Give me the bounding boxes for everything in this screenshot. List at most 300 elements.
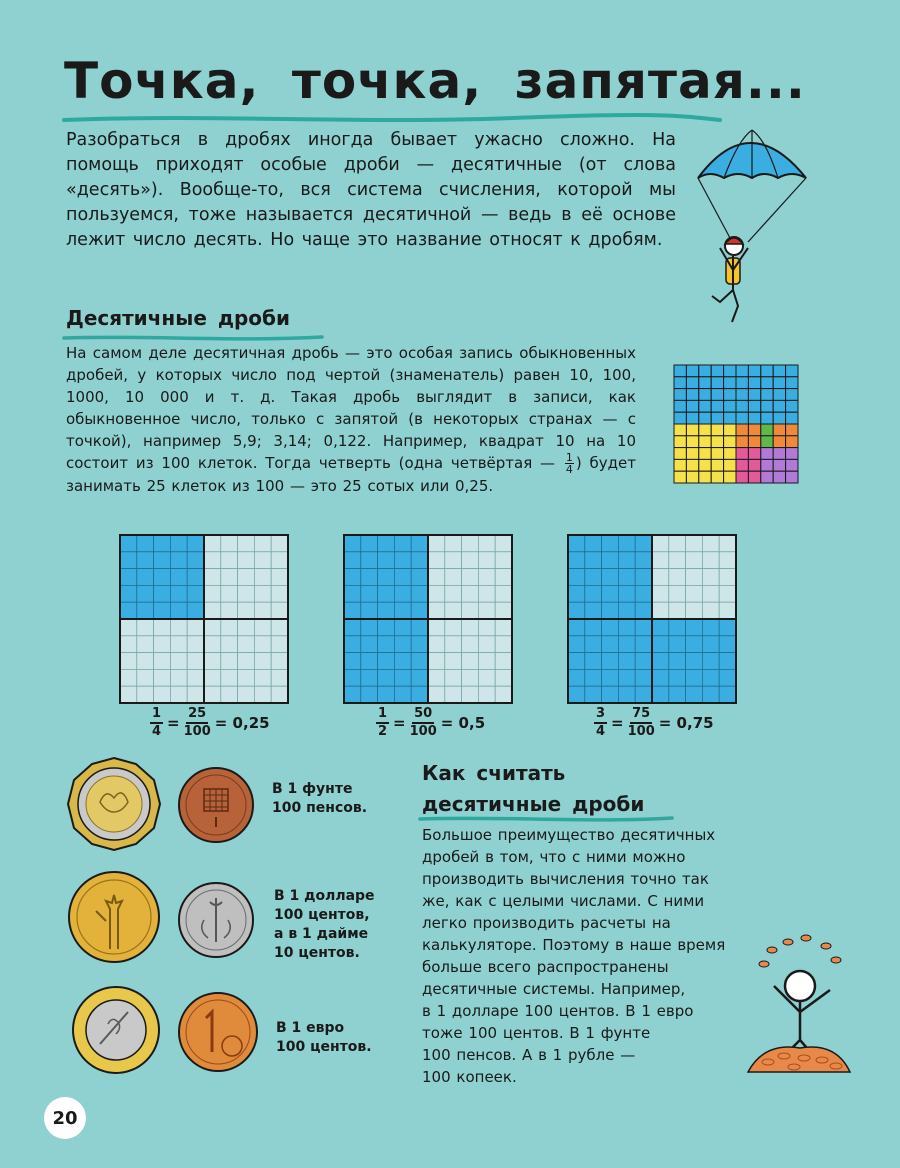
grid-cell: [254, 669, 271, 686]
grid-cell: [495, 653, 512, 670]
colored-grid-cell: [736, 459, 748, 471]
numerator: 3: [594, 706, 607, 724]
grid-cell: [568, 585, 585, 602]
colored-grid-cell: [736, 377, 748, 389]
grid-cell: [120, 619, 137, 636]
grid-cell: [478, 669, 495, 686]
grid-cell: [378, 653, 395, 670]
grid-cell: [652, 686, 669, 703]
grid-cell: [254, 653, 271, 670]
grid-cell: [394, 636, 411, 653]
grid-cell: [495, 636, 512, 653]
coin-label-line: 10 центов.: [274, 945, 360, 961]
grid-cell: [635, 585, 652, 602]
grid-cell: [652, 669, 669, 686]
colored-grid-cell: [674, 448, 686, 460]
denominator: 100: [183, 724, 211, 739]
grid-cell: [238, 669, 255, 686]
numerator: 1: [376, 706, 389, 724]
grid-cell: [635, 569, 652, 586]
grid-cell: [411, 636, 428, 653]
grid-cell: [602, 602, 619, 619]
grid-cell: [170, 636, 187, 653]
grid-cell: [271, 686, 288, 703]
colored-grid-cell: [674, 400, 686, 412]
grid-cell: [462, 669, 479, 686]
grid-cell: [221, 585, 238, 602]
penny-coin-icon: [176, 765, 256, 845]
grid-cell: [462, 686, 479, 703]
fraction: [184, 706, 211, 740]
grid-cell: [120, 585, 137, 602]
colored-grid-cell: [736, 389, 748, 401]
grid-cell: [120, 569, 137, 586]
grid-cell: [221, 653, 238, 670]
colored-grid-cell: [761, 448, 773, 460]
colored-grid-cell: [773, 436, 785, 448]
grid-cell: [254, 552, 271, 569]
colored-grid-cell: [761, 400, 773, 412]
colored-grid-cell: [761, 412, 773, 424]
grid-cell: [238, 585, 255, 602]
grid-cell: [478, 552, 495, 569]
colored-grid-cell: [786, 424, 798, 436]
colored-grid-cell: [786, 365, 798, 377]
grid-cell: [686, 552, 703, 569]
grid-cell: [702, 619, 719, 636]
grid-cell: [254, 619, 271, 636]
colored-grid-cell: [724, 365, 736, 377]
colored-grid-cell: [686, 436, 698, 448]
grid-cell: [702, 636, 719, 653]
grid-cell: [618, 569, 635, 586]
grid-cell: [686, 535, 703, 552]
grid-cell: [154, 636, 171, 653]
grid-cell: [669, 602, 686, 619]
grid-cell: [602, 535, 619, 552]
colored-grid-cell: [724, 412, 736, 424]
pound-coin-icon: [66, 756, 162, 852]
colored-grid-cell: [724, 459, 736, 471]
colored-grid-cell: [686, 471, 698, 483]
grid-cell: [120, 686, 137, 703]
colored-grid-cell: [711, 400, 723, 412]
grid-cell: [344, 569, 361, 586]
grid-cell: [271, 653, 288, 670]
grid-cell: [411, 653, 428, 670]
colored-grid-cell: [773, 400, 785, 412]
grid-cell: [344, 653, 361, 670]
grid-cell: [344, 686, 361, 703]
grid-cell: [618, 653, 635, 670]
decimal-fractions-paragraph: [66, 342, 636, 497]
colored-grid-cell: [736, 412, 748, 424]
grid-cell: [702, 585, 719, 602]
grid-cell: [618, 585, 635, 602]
grid-cell: [635, 535, 652, 552]
grid-cell: [618, 535, 635, 552]
colored-grid-cell: [786, 377, 798, 389]
grid-cell: [719, 569, 736, 586]
grid-cell: [361, 619, 378, 636]
grid-cell: [221, 636, 238, 653]
colored-grid-cell: [724, 377, 736, 389]
grid-cell: [170, 552, 187, 569]
colored-grid-cell: [674, 436, 686, 448]
equation-result: = 0,25: [214, 714, 270, 732]
colored-grid-cell: [761, 377, 773, 389]
grid-cell: [187, 552, 204, 569]
grid-cell: [221, 569, 238, 586]
grid-cell: [568, 636, 585, 653]
grid-cell: [478, 569, 495, 586]
grid-cell: [394, 569, 411, 586]
grid-cell: [428, 585, 445, 602]
grid-cell: [120, 535, 137, 552]
colored-grid-cell: [686, 389, 698, 401]
grid-cell: [204, 686, 221, 703]
grid-cell: [204, 552, 221, 569]
grid-cell: [478, 686, 495, 703]
title-underline: [62, 112, 722, 126]
grid-cell: [221, 619, 238, 636]
paragraph-line: легко производить расчеты на: [422, 914, 671, 932]
grid-cell: [378, 619, 395, 636]
grid-cell: [170, 535, 187, 552]
dime-coin-icon: [176, 880, 256, 960]
paragraph-line: в 1 долларе 100 центов. В 1 евро: [422, 1002, 694, 1020]
grid-cell: [602, 669, 619, 686]
grid-cell: [428, 669, 445, 686]
colored-grid-cell: [773, 377, 785, 389]
grid-cell: [669, 686, 686, 703]
colored-grid-cell: [748, 471, 760, 483]
grid-cell: [568, 686, 585, 703]
grid-cell: [378, 602, 395, 619]
inline-fraction-one-quarter: [565, 452, 574, 475]
grid-cell: [568, 669, 585, 686]
colored-grid-cell: [748, 448, 760, 460]
grid-cell: [428, 552, 445, 569]
dollar-coin-icon: [66, 869, 162, 965]
colored-grid-cell: [736, 424, 748, 436]
grid-cell: [238, 653, 255, 670]
grid-cell: [154, 619, 171, 636]
grid-cell: [271, 669, 288, 686]
colored-grid-cell: [736, 365, 748, 377]
colored-grid-cell: [724, 424, 736, 436]
grid-cell: [669, 552, 686, 569]
colored-grid-cell: [686, 459, 698, 471]
grid-cell: [568, 552, 585, 569]
colored-grid-cell: [748, 436, 760, 448]
colored-grid-cell: [711, 471, 723, 483]
colored-grid-cell: [674, 412, 686, 424]
grid-cell: [378, 552, 395, 569]
grid-cell: [652, 653, 669, 670]
grid-cell: [462, 552, 479, 569]
grid-cell: [495, 535, 512, 552]
grid-cell: [204, 636, 221, 653]
grid-cell: [154, 569, 171, 586]
grid-one-quarter: [118, 533, 290, 705]
grid-cell: [602, 585, 619, 602]
inline-fraction-denominator: 4: [565, 463, 573, 476]
grid-cell: [170, 686, 187, 703]
grid-three-quarters: [566, 533, 738, 705]
grid-cell: [154, 585, 171, 602]
denominator: 2: [378, 724, 388, 739]
grid-cell: [221, 552, 238, 569]
colored-grid-cell: [748, 365, 760, 377]
grid-cell: [254, 636, 271, 653]
grid-cell: [719, 669, 736, 686]
grid-cell: [411, 619, 428, 636]
grid-cell: [669, 619, 686, 636]
grid-cell: [120, 602, 137, 619]
grid-cell: [669, 653, 686, 670]
grid-cell: [344, 619, 361, 636]
colored-grid-cell: [724, 389, 736, 401]
colored-grid-cell: [786, 412, 798, 424]
grid-cell: [271, 636, 288, 653]
grid-cell: [635, 669, 652, 686]
colored-grid-cell: [748, 389, 760, 401]
grid-cell: [221, 535, 238, 552]
colored-grid-cell: [748, 412, 760, 424]
colored-grid-cell: [674, 365, 686, 377]
grid-cell: [445, 669, 462, 686]
grid-cell: [719, 585, 736, 602]
grid-cell: [120, 552, 137, 569]
grid-cell: [137, 585, 154, 602]
colored-grid-cell: [736, 448, 748, 460]
grid-cell: [686, 686, 703, 703]
paragraph-line: больше всего распространены: [422, 958, 669, 976]
grid-cell: [585, 619, 602, 636]
colored-grid-cell: [724, 400, 736, 412]
grid-cell: [361, 636, 378, 653]
grid-cell: [702, 669, 719, 686]
colored-grid-cell: [724, 471, 736, 483]
colored-grid-cell: [724, 448, 736, 460]
grid-cell: [344, 535, 361, 552]
page-title: Точка, точка, запятая...: [64, 52, 806, 110]
grid-cell: [394, 653, 411, 670]
grid-cell: [170, 602, 187, 619]
equation-result: = 0,5: [440, 714, 486, 732]
grid-cell: [445, 619, 462, 636]
coin-label-line: 100 пенсов.: [272, 800, 368, 816]
heading-line: десятичные дроби: [422, 792, 645, 816]
grid-cell: [428, 602, 445, 619]
colored-grid-cell: [724, 436, 736, 448]
coin-label-line: В 1 евро: [276, 1020, 345, 1036]
grid-cell: [445, 602, 462, 619]
fraction: [594, 706, 607, 740]
grid-cell: [719, 653, 736, 670]
fraction: [410, 706, 437, 740]
colored-grid-cell: [711, 377, 723, 389]
equation-result: = 0,75: [658, 714, 714, 732]
grid-cell: [445, 535, 462, 552]
grid-cell: [568, 535, 585, 552]
euro-cent-coin-icon: [176, 990, 260, 1074]
colored-grid-cell: [748, 400, 760, 412]
equation-three-quarters: [594, 706, 714, 740]
denominator: 4: [152, 724, 162, 739]
grid-cell: [719, 636, 736, 653]
grid-cell: [585, 602, 602, 619]
grid-cell: [137, 552, 154, 569]
colored-grid-cell: [773, 459, 785, 471]
grid-cell: [568, 569, 585, 586]
colored-grid-cell: [736, 471, 748, 483]
grid-cell: [652, 636, 669, 653]
colored-grid-cell: [699, 389, 711, 401]
grid-cell: [462, 569, 479, 586]
grid-cell: [669, 669, 686, 686]
grid-cell: [137, 569, 154, 586]
grid-cell: [344, 669, 361, 686]
numerator: 25: [186, 706, 208, 724]
grid-cell: [445, 585, 462, 602]
grid-cell: [394, 585, 411, 602]
paragraph-line: 100 копеек.: [422, 1068, 517, 1086]
grid-cell: [271, 585, 288, 602]
grid-cell: [378, 686, 395, 703]
grid-cell: [204, 585, 221, 602]
grid-cell: [361, 686, 378, 703]
grid-cell: [137, 602, 154, 619]
grid-cell: [719, 686, 736, 703]
grid-cell: [271, 619, 288, 636]
colored-grid-cell: [686, 448, 698, 460]
colored-grid-cell: [736, 436, 748, 448]
grid-cell: [719, 619, 736, 636]
grid-cell: [137, 653, 154, 670]
grid-cell: [187, 669, 204, 686]
colored-grid-cell: [699, 436, 711, 448]
colored-grid-cell: [761, 459, 773, 471]
grid-cell: [428, 653, 445, 670]
paragraph-line: Большое преимущество десятичных: [422, 826, 716, 844]
colored-grid-cell: [786, 400, 798, 412]
grid-cell: [428, 569, 445, 586]
equals-sign: =: [393, 714, 406, 732]
grid-cell: [618, 636, 635, 653]
grid-cell: [686, 636, 703, 653]
grid-cell: [462, 602, 479, 619]
grid-cell: [585, 686, 602, 703]
grid-cell: [154, 686, 171, 703]
grid-cell: [361, 602, 378, 619]
grid-cell: [187, 535, 204, 552]
grid-cell: [187, 569, 204, 586]
grid-cell: [618, 619, 635, 636]
grid-cell: [221, 602, 238, 619]
grid-cell: [445, 552, 462, 569]
colored-grid-cell: [674, 471, 686, 483]
grid-cell: [411, 602, 428, 619]
colored-grid-illustration: [672, 363, 800, 485]
grid-cell: [154, 653, 171, 670]
grid-cell: [585, 552, 602, 569]
paragraph-line: 100 пенсов. А в 1 рубле —: [422, 1046, 636, 1064]
grid-cell: [462, 653, 479, 670]
grid-cell: [187, 686, 204, 703]
grid-cell: [652, 585, 669, 602]
grid-cell: [378, 569, 395, 586]
grid-cell: [702, 686, 719, 703]
colored-grid-cell: [711, 459, 723, 471]
grid-cell: [238, 602, 255, 619]
grid-cell: [378, 636, 395, 653]
grid-cell: [344, 636, 361, 653]
grid-cell: [495, 552, 512, 569]
grid-cell: [686, 669, 703, 686]
grid-cell: [462, 619, 479, 636]
colored-grid-cell: [711, 412, 723, 424]
grid-cell: [411, 686, 428, 703]
grid-cell: [120, 653, 137, 670]
colored-grid-cell: [761, 389, 773, 401]
grid-cell: [652, 619, 669, 636]
paragraph-line: же, как с целыми числами. С ними: [422, 892, 705, 910]
colored-grid-cell: [786, 436, 798, 448]
grid-cell: [137, 669, 154, 686]
grid-cell: [411, 552, 428, 569]
colored-grid-cell: [686, 365, 698, 377]
grid-cell: [361, 535, 378, 552]
grid-cell: [204, 569, 221, 586]
paragraph-line: дробей в том, что с ними можно: [422, 848, 686, 866]
equation-one-quarter: [150, 706, 270, 740]
grid-cell: [344, 552, 361, 569]
grid-cell: [394, 686, 411, 703]
colored-grid-cell: [674, 389, 686, 401]
colored-grid-cell: [674, 459, 686, 471]
paragraph-line: производить вычисления точно так: [422, 870, 709, 888]
grid-cell: [254, 585, 271, 602]
colored-grid-cell: [699, 471, 711, 483]
coin-label-line: В 1 долларе: [274, 888, 375, 904]
grid-cell: [238, 619, 255, 636]
grid-cell: [411, 585, 428, 602]
grid-cell: [585, 535, 602, 552]
grid-cell: [238, 535, 255, 552]
grid-cell: [238, 552, 255, 569]
colored-grid-cell: [686, 424, 698, 436]
grid-cell: [378, 535, 395, 552]
grid-cell: [254, 602, 271, 619]
grid-cell: [428, 686, 445, 703]
grid-cell: [702, 552, 719, 569]
grid-cell: [137, 619, 154, 636]
grid-cell: [394, 535, 411, 552]
numerator: 50: [412, 706, 434, 724]
grid-cell: [361, 669, 378, 686]
grid-cell: [585, 653, 602, 670]
grid-cell: [602, 569, 619, 586]
grid-cell: [170, 569, 187, 586]
coin-label-line: 100 центов.: [276, 1039, 372, 1055]
grid-cell: [686, 569, 703, 586]
grid-cell: [585, 585, 602, 602]
colored-grid-cell: [699, 377, 711, 389]
grid-cell: [618, 686, 635, 703]
grid-cell: [635, 653, 652, 670]
